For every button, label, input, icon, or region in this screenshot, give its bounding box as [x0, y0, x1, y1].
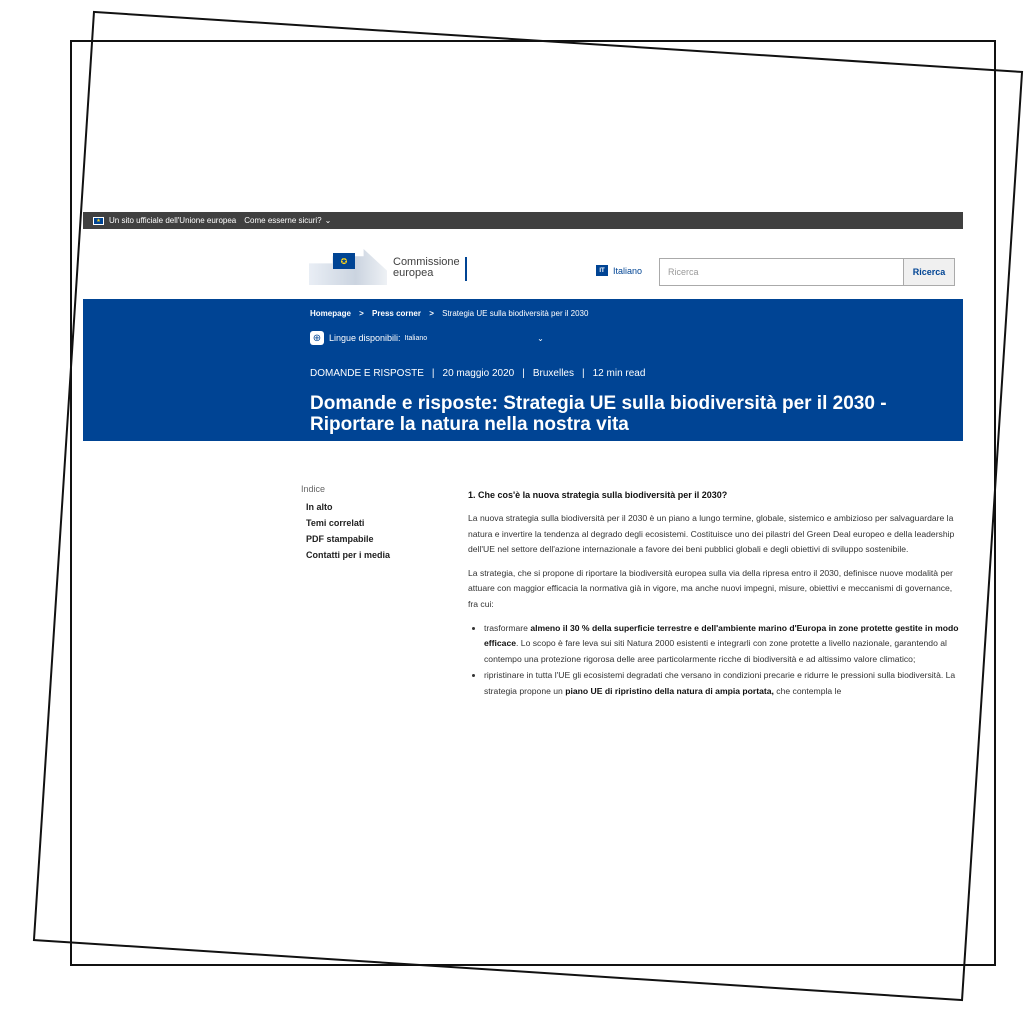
- article-meta: DOMANDE E RISPOSTE | 20 maggio 2020 | Bruxelles | 12 min read: [310, 368, 646, 379]
- logo-line1: Commissione: [393, 256, 460, 268]
- toc-item-top[interactable]: In alto: [306, 502, 333, 512]
- webpage: [83, 212, 963, 732]
- available-languages-dropdown[interactable]: [310, 331, 544, 345]
- table-of-contents: [301, 484, 390, 566]
- commission-logo[interactable]: [309, 243, 469, 287]
- page-hero: [83, 299, 963, 441]
- globe-icon: ⊕: [310, 331, 324, 345]
- breadcrumb-separator-icon: >: [429, 309, 434, 318]
- toc-item-pdf[interactable]: PDF stampabile: [306, 534, 374, 544]
- language-label: Italiano: [613, 265, 643, 276]
- search-form: [659, 258, 955, 286]
- language-selector[interactable]: [596, 265, 642, 276]
- article-type: DOMANDE E RISPOSTE: [310, 368, 424, 379]
- list-item: • ripristinare in tutta l'UE gli ecosistemi degradati che versano in condizioni precarie e ridurre le pressioni sulla biodiversità. La strategia propone un piano UE di ripristino della natura di ampia portata, che contempla le: [484, 668, 963, 699]
- search-input[interactable]: [659, 258, 903, 286]
- language-code-badge: IT: [596, 265, 608, 276]
- toc-item-related[interactable]: Temi correlati: [306, 518, 365, 528]
- site-header: [83, 229, 963, 299]
- logo-line2: europea: [393, 267, 434, 279]
- breadcrumb-homepage[interactable]: Homepage: [310, 309, 351, 318]
- available-languages-value: Italiano: [404, 334, 428, 342]
- article-location: Bruxelles: [532, 368, 574, 379]
- list-item: • trasformare almeno il 30 % della superficie terrestre e dell'ambiente marino d'Europa in zone protette gestite in modo efficace. Lo scopo è fare leva sui siti Natura 2000 esistenti e integrarli con zone protette a livello nazionale, garantendo al contempo una protezione rigorosa delle aree particolarmente ricche di biodiversità e ad altissimo valore climatico;: [484, 621, 963, 668]
- chevron-down-icon[interactable]: ⌄: [324, 216, 332, 225]
- logo-divider: [465, 257, 467, 281]
- breadcrumb-separator-icon: >: [359, 309, 364, 318]
- official-eu-banner: [83, 212, 963, 229]
- toc-label: Indice: [301, 484, 326, 494]
- eu-stars-icon: ✪: [333, 253, 355, 269]
- paragraph-2: La strategia, che si propone di riportare la biodiversità europea sulla via della ripresa entro il 2030, definisce nuove modalità per attuare con maggior efficacia la normativa già in vigore, ma anche nuovi impegni, misure, obiettivi e meccanismi di governance, fra cui:: [468, 567, 953, 609]
- search-button[interactable]: Ricerca: [903, 258, 955, 286]
- chevron-down-icon[interactable]: ⌄: [537, 333, 544, 343]
- read-time: 12 min read: [592, 368, 646, 379]
- breadcrumb-current: Strategia UE sulla biodiversità per il 2030: [442, 309, 589, 318]
- how-to-know-link[interactable]: Come esserne sicuri?: [244, 216, 322, 225]
- toc-item-media-contacts[interactable]: Contatti per i media: [306, 550, 391, 560]
- article-date: 20 maggio 2020: [442, 368, 515, 379]
- eu-flag-icon: ★: [93, 217, 104, 225]
- logo-text: [393, 257, 460, 279]
- paragraph-1: La nuova strategia sulla biodiversità per il 2030 è un piano a lungo termine, globale, sistemico e ambizioso per salvaguardare la natura e invertire la tendenza al degrado degli ecosistemi. Costituisce uno dei pilastri del Green Deal europeo e della leadership dell'UE nel settore dell'azione internazionale a favore dei beni pubblici globali e degli obiettivi di sviluppo sostenibile.: [468, 513, 955, 555]
- official-site-text: Un sito ufficiale dell'Unione europea: [109, 216, 237, 225]
- breadcrumb: [310, 309, 588, 318]
- page-title: Domande e risposte: Strategia UE sulla biodiversità per il 2030 - Riportare la natura nella nostra vita: [310, 393, 887, 435]
- measures-list: [468, 621, 963, 700]
- section-heading: 1. Che cos'è la nuova strategia sulla biodiversità per il 2030?: [468, 490, 728, 500]
- article-body: [468, 489, 963, 701]
- breadcrumb-press-corner[interactable]: Press corner: [372, 309, 421, 318]
- available-languages-label: Lingue disponibili:: [329, 333, 401, 343]
